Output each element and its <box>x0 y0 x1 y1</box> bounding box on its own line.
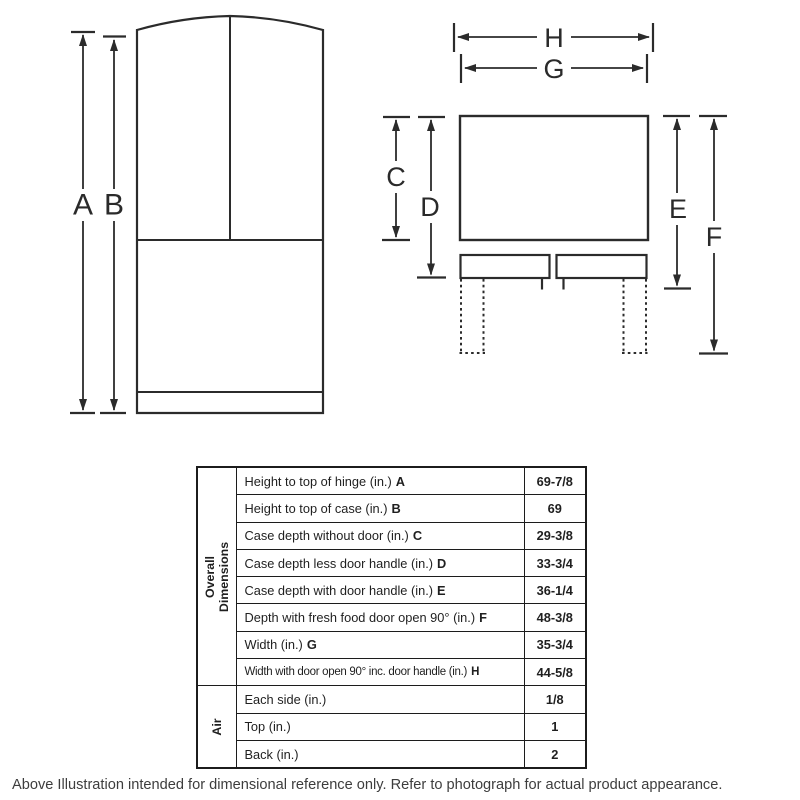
table-row <box>197 713 586 740</box>
dim-label-cell <box>236 659 524 686</box>
table-row <box>197 549 586 576</box>
dim-letter: G <box>306 637 317 653</box>
table-row <box>197 631 586 658</box>
dim-label-cell <box>236 631 524 658</box>
dim-label-text: Case depth with door handle (in.) <box>244 582 434 598</box>
dim-A <box>70 32 95 413</box>
dim-label-cell <box>236 713 524 740</box>
dimensions-table-container <box>196 466 587 769</box>
dim-label-cell <box>236 740 524 768</box>
dim-letter: E <box>437 582 446 598</box>
dim-label-c: C <box>386 162 406 192</box>
table-row <box>197 577 586 604</box>
dim-label-e: E <box>668 194 688 224</box>
table-row <box>197 604 586 631</box>
dim-value-cell: 48-3/8 <box>524 604 586 631</box>
table-row <box>197 740 586 768</box>
dimensions-table <box>196 466 587 769</box>
table-row <box>197 467 586 495</box>
dim-letter: F <box>479 610 487 626</box>
footer-disclaimer: Above Illustration intended for dimensional reference only. Refer to photograph for actual product appearance. <box>12 777 723 793</box>
dim-label-text: Back (in.) <box>244 746 299 762</box>
dim-label-f: F <box>705 222 723 252</box>
dim-label-text: Top (in.) <box>244 719 291 735</box>
dim-label-text: Case depth less door handle (in.) <box>244 555 434 571</box>
dim-label-text: Height to top of case (in.) <box>244 500 388 516</box>
top-view <box>382 23 728 354</box>
dim-letter: D <box>437 555 447 571</box>
dim-value-cell: 33-3/4 <box>524 549 586 576</box>
row-group-label <box>203 542 231 612</box>
dim-B <box>100 37 126 414</box>
dim-label-text: Width (in.) <box>244 637 303 653</box>
dim-value-cell: 44-5/8 <box>524 659 586 686</box>
dim-letter: H <box>471 666 480 679</box>
dim-value-cell: 2 <box>524 740 586 768</box>
row-group-label <box>210 718 224 735</box>
dim-label-g: G <box>543 54 565 84</box>
dim-value-cell: 29-3/8 <box>524 522 586 549</box>
dim-label-cell <box>236 522 524 549</box>
row-group-air <box>197 686 236 768</box>
row-group-label-line: Overall <box>202 555 217 598</box>
dim-value-cell: 69-7/8 <box>524 467 586 495</box>
dim-label-h: H <box>544 23 564 53</box>
dim-label-text: Height to top of hinge (in.) <box>244 473 392 489</box>
open-door-dotted-outline <box>460 279 648 354</box>
dim-label-text: Depth with fresh food door open 90° (in.) <box>244 610 476 626</box>
dim-value-cell: 69 <box>524 495 586 522</box>
left-door-top <box>461 255 550 278</box>
dim-label-text: Width with door open 90° inc. door handle (in.) <box>244 666 468 679</box>
table-row <box>197 522 586 549</box>
row-group-label-line: Air <box>209 718 224 736</box>
dim-label-cell <box>236 604 524 631</box>
dim-value-cell: 36-1/4 <box>524 577 586 604</box>
dim-label-cell <box>236 495 524 522</box>
case-top-outline <box>460 116 648 240</box>
dim-label-b: B <box>103 188 125 222</box>
dim-letter: C <box>412 528 423 544</box>
dim-value-cell: 1 <box>524 713 586 740</box>
dim-label-d: D <box>420 192 440 222</box>
front-view <box>70 16 323 413</box>
row-group-overall-dimensions <box>197 467 236 686</box>
dim-label-cell <box>236 686 524 713</box>
table-row <box>197 686 586 713</box>
dim-label-text: Case depth without door (in.) <box>244 528 409 544</box>
dim-label-text: Each side (in.) <box>244 692 327 708</box>
right-door-top <box>557 255 647 278</box>
row-group-label-line: Dimensions <box>216 541 231 612</box>
dim-label-cell <box>236 549 524 576</box>
dim-label-a: A <box>72 188 94 222</box>
dim-letter: B <box>391 500 401 516</box>
dim-letter: A <box>395 473 406 489</box>
table-row <box>197 659 586 686</box>
dim-label-cell <box>236 577 524 604</box>
dim-value-cell: 1/8 <box>524 686 586 713</box>
dim-value-cell: 35-3/4 <box>524 631 586 658</box>
dim-label-cell <box>236 467 524 495</box>
table-row <box>197 495 586 522</box>
